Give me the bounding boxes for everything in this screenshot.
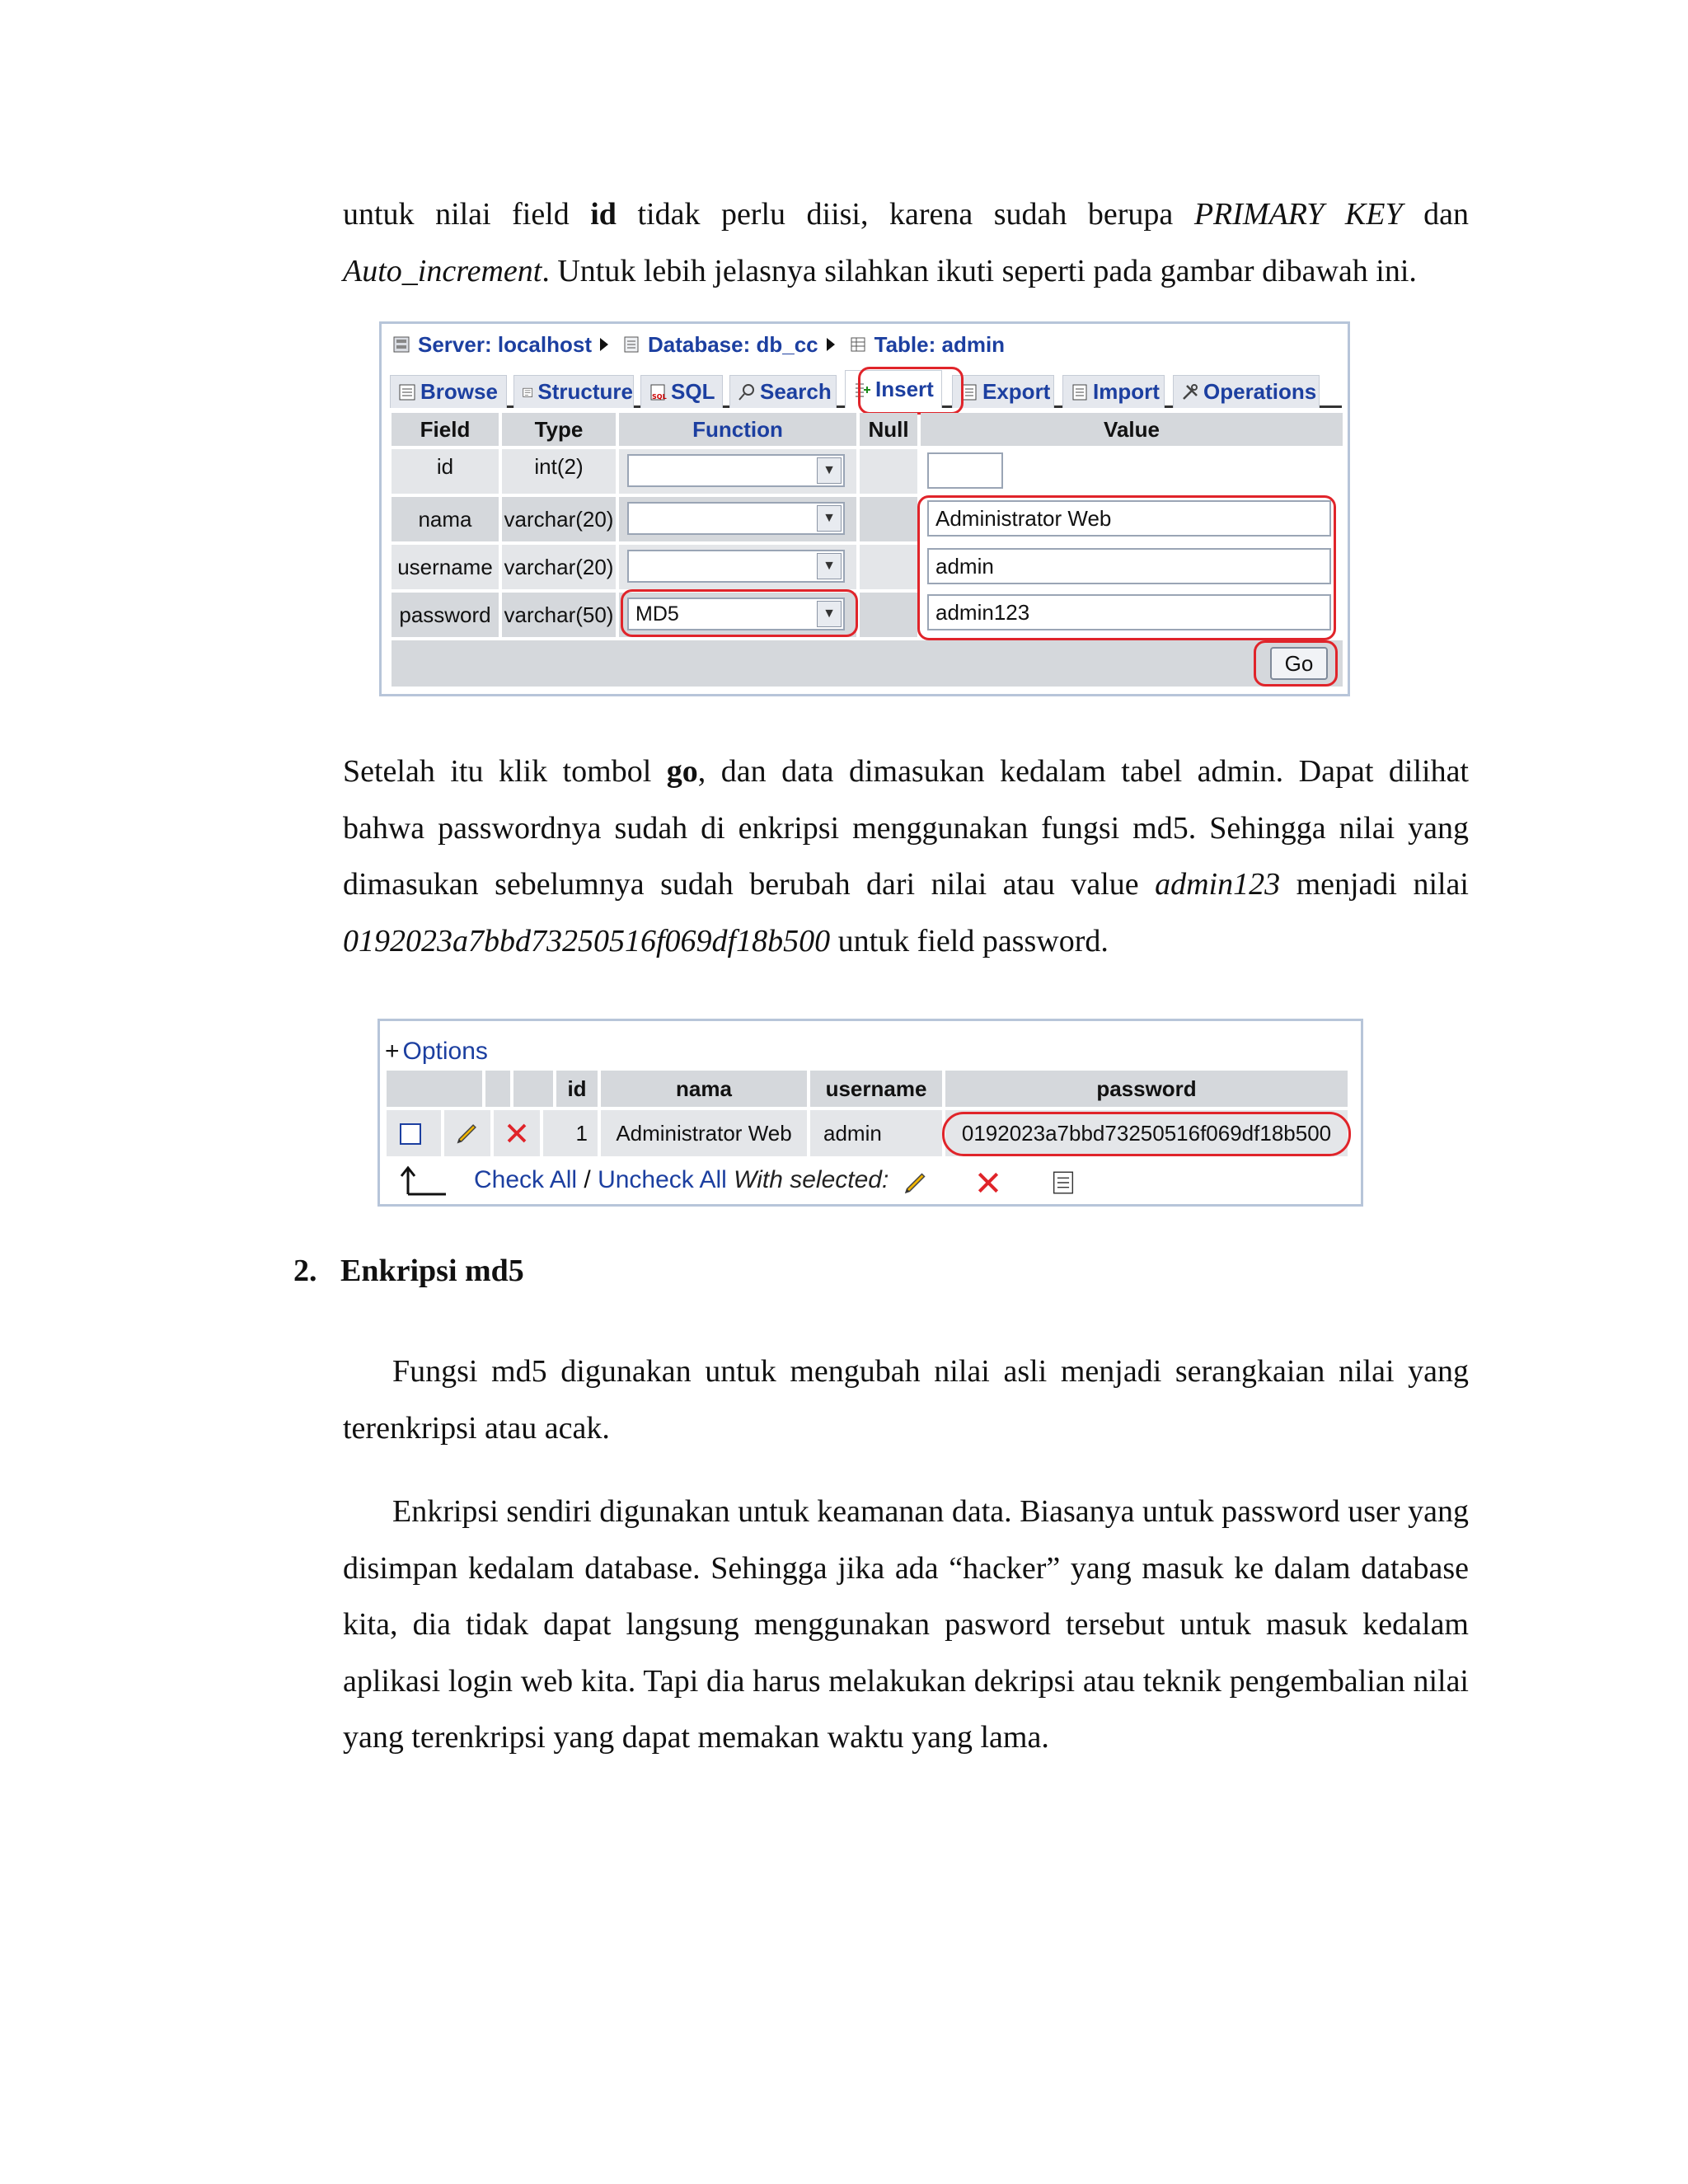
svg-text:SQL: SQL	[652, 392, 667, 401]
go-button-highlight	[1254, 640, 1338, 687]
chevron-down-icon: ▼	[817, 553, 842, 579]
field-type-cell: varchar(50)	[502, 593, 616, 637]
import-icon	[1070, 382, 1090, 402]
header-id[interactable]: id	[556, 1071, 598, 1107]
null-cell	[860, 545, 917, 589]
structure-icon	[521, 382, 534, 402]
hash-highlight	[942, 1112, 1351, 1156]
function-select-overlay	[627, 454, 845, 487]
breadcrumb-arrow-icon	[600, 338, 608, 351]
breadcrumb-arrow-icon	[827, 338, 835, 351]
breadcrumb-table[interactable]: Table: admin	[874, 331, 1006, 357]
header-type: Type	[502, 413, 616, 446]
check-all-link[interactable]: Check All	[474, 1166, 578, 1193]
header-username[interactable]: username	[810, 1071, 942, 1107]
chevron-down-icon: ▼	[817, 457, 842, 484]
edit-cell	[444, 1110, 490, 1156]
header-nama[interactable]: nama	[601, 1071, 807, 1107]
md5-description: Fungsi md5 digunakan untuk mengubah nilai asli menjadi serangkaian nilai yang terenkripsi atau acak.	[343, 1354, 1469, 1446]
export-icon[interactable]	[1049, 1168, 1077, 1197]
value-input-username[interactable]: admin	[927, 548, 1331, 584]
pencil-icon[interactable]	[901, 1168, 931, 1197]
tab-browse[interactable]: Browse	[390, 375, 507, 408]
tab-insert[interactable]: Insert	[845, 370, 942, 408]
browse-result-screenshot	[377, 1019, 1363, 1207]
delete-icon[interactable]	[975, 1169, 1001, 1196]
value-input-nama[interactable]: Administrator Web	[927, 500, 1331, 537]
header-field: Field	[392, 413, 499, 446]
delete-cell	[494, 1110, 540, 1156]
insert-tab-highlight	[858, 367, 964, 415]
tab-import[interactable]: Import	[1062, 375, 1165, 408]
header-null: Null	[860, 413, 917, 446]
tab-operations[interactable]: Operations	[1173, 375, 1320, 408]
breadcrumb-database[interactable]: Database: db_cc	[647, 331, 818, 357]
cell-nama: Administrator Web	[601, 1110, 807, 1156]
header-function[interactable]: Function	[619, 413, 856, 446]
chevron-down-icon: ▼	[817, 505, 842, 532]
result-paragraph: Setelah itu klik tombol go, dan data dimasukan kedalam tabel admin. Dapat dilihat bahwa passwordnya sudah di enkripsi menggunakan fungsi md5. Sehingga nilai yang dimasukan sebelumnya sudah berubah dari nilai atau value admin123 menjadi nilai 0192023a7bbd73250516f069df18b500 untuk field password.	[343, 754, 1469, 958]
pencil-icon[interactable]	[453, 1119, 481, 1147]
sql-icon	[648, 382, 668, 402]
header-blank	[485, 1071, 510, 1107]
options-toggle[interactable]: + Options	[385, 1038, 488, 1065]
server-icon	[392, 335, 411, 354]
browse-icon	[397, 382, 417, 402]
uncheck-all-link[interactable]: Uncheck All	[598, 1166, 727, 1193]
cell-password: 0192023a7bbd73250516f069df18b500	[945, 1110, 1348, 1156]
field-name-cell: password	[392, 593, 499, 637]
header-blank	[513, 1071, 553, 1107]
value-input-password[interactable]: admin123	[927, 594, 1331, 630]
row-checkbox[interactable]	[400, 1123, 421, 1145]
search-icon	[737, 382, 757, 402]
chevron-down-icon: ▼	[817, 601, 842, 627]
database-icon	[621, 335, 641, 354]
field-type-cell: varchar(20)	[502, 497, 616, 541]
header-password[interactable]: password	[945, 1071, 1348, 1107]
breadcrumb	[392, 329, 1005, 360]
tab-search[interactable]: Search	[729, 375, 837, 408]
tab-export[interactable]: Export	[952, 375, 1054, 408]
intro-paragraph: untuk nilai field id tidak perlu diisi, karena sudah berupa PRIMARY KEY dan Auto_increment. Untuk lebih jelasnya silahkan ikuti seperti pada gambar dibawah ini.	[343, 197, 1469, 288]
encryption-description: Enkripsi sendiri digunakan untuk keamanan data. Biasanya untuk password user yang disimpan kedalam database. Sehingga jika ada “hacker” yang masuk ke dalam database kita, dia tidak dapat langsung menggunakan pasword tersebut untuk masuk kedalam aplikasi login web kita. Tapi dia harus melakukan dekripsi atau teknik pengembalian nilai yang terenkripsi yang dapat memakan waktu yang lama.	[343, 1494, 1469, 1755]
header-value: Value	[921, 413, 1343, 446]
md5-function-highlight	[621, 589, 858, 637]
go-button[interactable]: Go	[1270, 647, 1328, 680]
field-type-cell: varchar(20)	[502, 545, 616, 589]
null-cell	[860, 497, 917, 541]
header-blank	[387, 1071, 482, 1107]
function-select-password[interactable]: MD5 ▼	[627, 598, 845, 630]
field-name-cell: id	[392, 449, 499, 494]
tab-structure[interactable]: Structure	[513, 375, 634, 408]
delete-icon[interactable]	[504, 1121, 529, 1146]
tab-sql[interactable]: SQL SQL	[640, 375, 723, 408]
cell-username: admin	[810, 1110, 942, 1156]
section-heading: 2. Enkripsi md5	[293, 1254, 524, 1288]
null-cell	[860, 449, 917, 494]
with-selected-label: With selected:	[734, 1166, 889, 1193]
field-name-cell: username	[392, 545, 499, 589]
function-select[interactable]	[627, 502, 845, 535]
field-type-cell: int(2)	[502, 449, 616, 494]
form-footer	[392, 640, 1343, 687]
arrow-up-left-icon	[400, 1165, 449, 1197]
value-input-id[interactable]	[927, 452, 1003, 489]
null-cell	[860, 593, 917, 637]
operations-icon	[1180, 382, 1200, 402]
field-name-cell: nama	[392, 497, 499, 541]
bulk-actions: Check All / Uncheck All With selected:	[474, 1166, 889, 1193]
breadcrumb-server[interactable]: Server: localhost	[418, 331, 592, 357]
values-highlight	[917, 495, 1336, 640]
cell-id: 1	[543, 1110, 598, 1156]
insert-form-screenshot	[379, 321, 1350, 696]
table-icon	[848, 335, 868, 354]
function-select[interactable]	[627, 550, 845, 583]
